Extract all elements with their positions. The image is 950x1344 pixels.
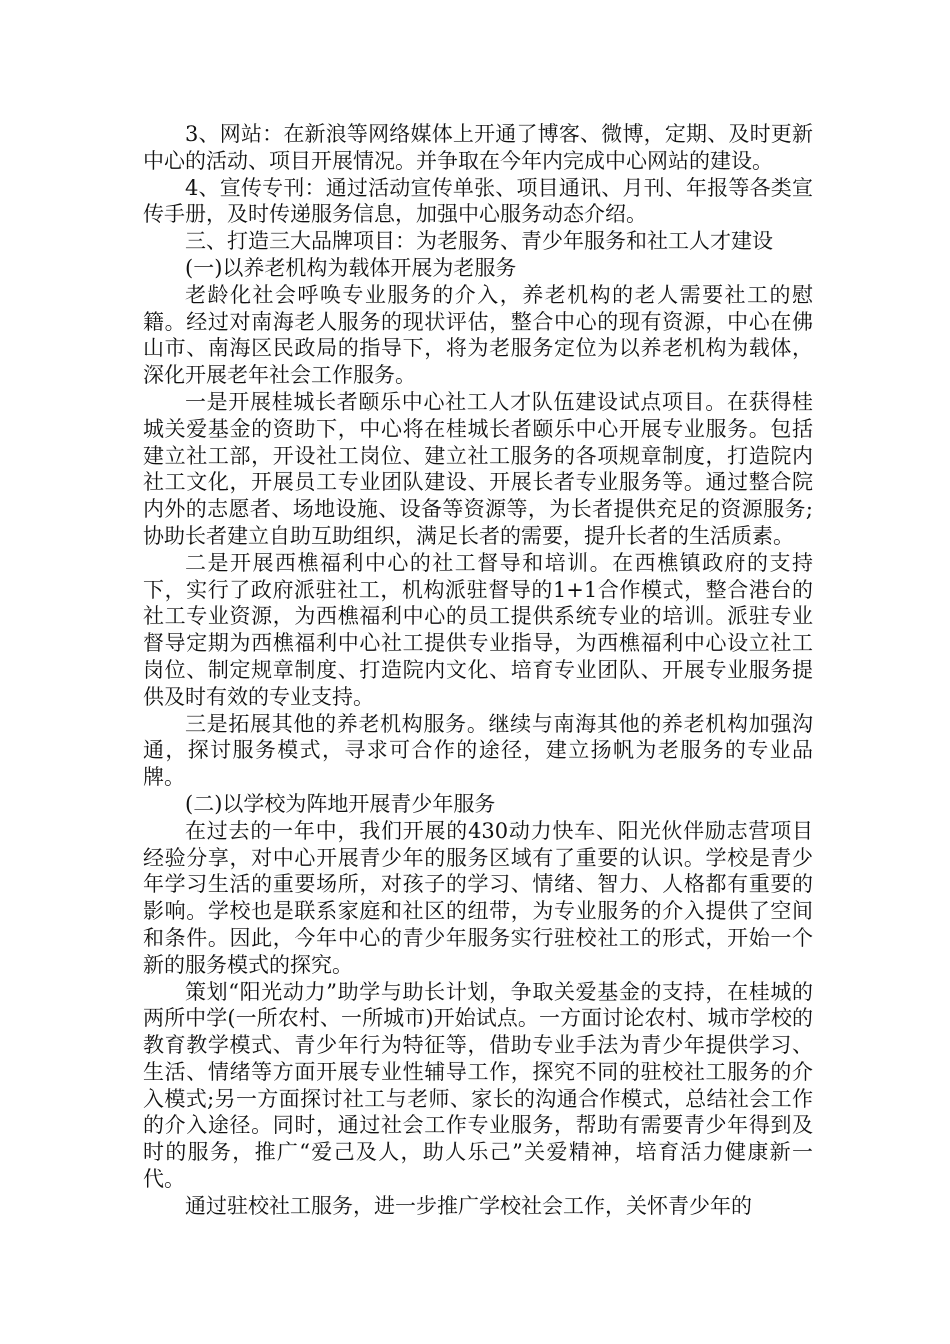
paragraph-website: 3、网站：在新浪等网络媒体上开通了博客、微博，定期、及时更新中心的活动、项目开展情况。并争取在今年内完成中心网站的建设。: [143, 122, 813, 173]
section-heading-three-brands: 三、打造三大品牌项目：为老服务、青少年服务和社工人才建设: [185, 229, 773, 254]
paragraph-school-social-work: 通过驻校社工服务，进一步推广学校社会工作，关怀青少年的: [185, 1193, 752, 1218]
paragraph-past-year: 在过去的一年中，我们开展的430动力快车、阳光伙伴励志营项目经验分享，对中心开展青少年的服务区域有了重要的认识。学校是青少年学习生活的重要场所，对孩子的学习、情绪、智力、人格都有重要的影响。学校也是联系家庭和社区的纽带，为专业服务的介入提供了空间和条件。因此，今年中心的青少年服务实行驻校社工的形式，开始一个新的服务模式的探究。: [143, 818, 813, 977]
subheading-elderly-service: (一)以养老机构为载体开展为老服务: [185, 255, 517, 280]
paragraph-sunshine-plan: 策划“阳光动力”助学与助长计划，争取关爱基金的支持，在桂城的两所中学(一所农村、一所城市)开始试点。一方面讨论农村、城市学校的教育教学模式、青少年行为特征等，借助专业手法为青少年提供学习、生活、情绪等方面开展专业性辅导工作，探究不同的驻校社工服务的介入模式;另一方面探讨社工与老师、家长的沟通合作模式，总结社会工作的介入途径。同时，通过社会工作专业服务，帮助有需要青少年得到及时的服务，推广“爱己及人，助人乐己”关爱精神，培育活力健康新一代。: [143, 979, 813, 1192]
paragraph-publicity: 4、宣传专刊：通过活动宣传单张、项目通讯、月刊、年报等各类宣传手册，及时传递服务信息，加强中心服务动态介绍。: [143, 175, 813, 227]
paragraph-aging-society: 老龄化社会呼唤专业服务的介入，养老机构的老人需要社工的慰籍。经过对南海老人服务的现状评估，整合中心的现有资源，中心在佛山市、南海区民政局的指导下，将为老服务定位为以养老机构为载体，深化开展老年社会工作服务。: [143, 282, 813, 388]
paragraph-guicheng-project: 一是开展桂城长者颐乐中心社工人才队伍建设试点项目。在获得桂城关爱基金的资助下，中心将在桂城长者颐乐中心开展专业服务。包括建立社工部，开设社工岗位、建立社工服务的各项规章制度，打造院内社工文化，开展员工专业团队建设、开展长者专业服务等。通过整合院内外的志愿者、场地设施、设备等资源等，为长者提供充足的资源服务;协助长者建立自助互助组织，满足长者的需要，提升长者的生活质素。: [143, 389, 813, 548]
subheading-youth-service: (二)以学校为阵地开展青少年服务: [185, 791, 496, 816]
paragraph-xiqiao-supervision: 二是开展西樵福利中心的社工督导和培训。在西樵镇政府的支持下，实行了政府派驻社工，机构派驻督导的1+1合作模式，整合港台的社工专业资源，为西樵福利中心的员工提供系统专业的培训。派驻专业督导定期为西樵福利中心社工提供专业指导，为西樵福利中心设立社工岗位、制定规章制度、打造院内文化、培育专业团队、开展专业服务提供及时有效的专业支持。: [143, 550, 813, 709]
paragraph-other-institutions: 三是拓展其他的养老机构服务。继续与南海其他的养老机构加强沟通，探讨服务模式，寻求可合作的途径，建立扬帆为老服务的专业品牌。: [143, 711, 813, 790]
document-body: [143, 121, 813, 1220]
